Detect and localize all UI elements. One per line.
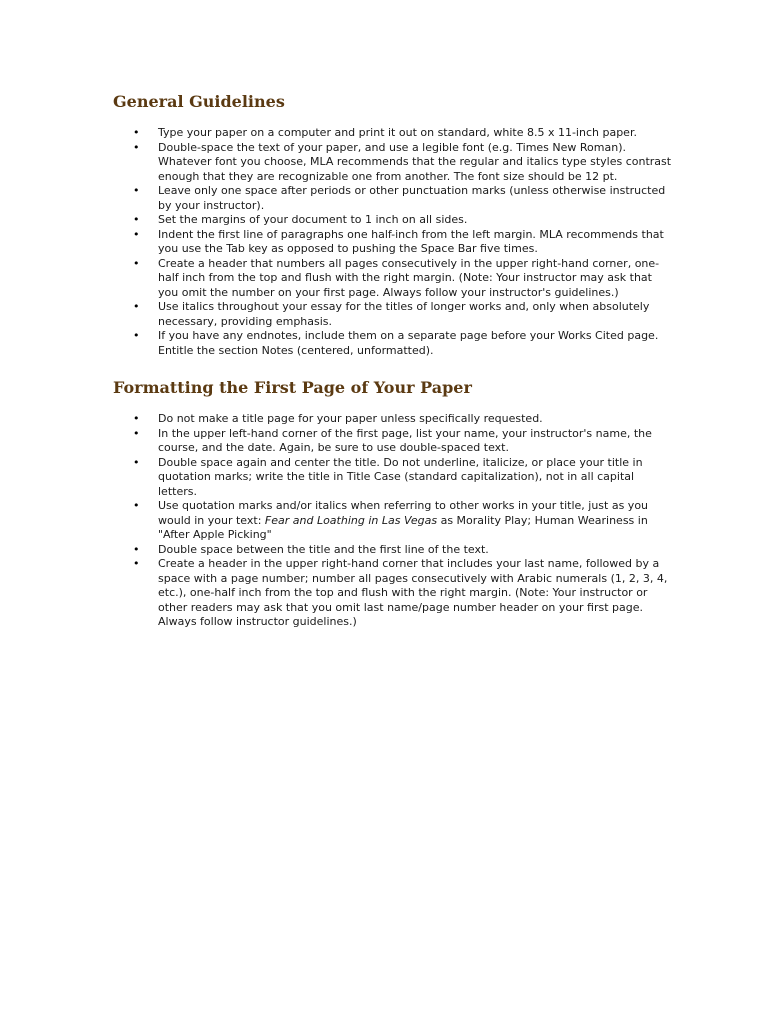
list-item: • Create a header that numbers all pages consecutively in the upper right-hand corner, one-half inch from the top and flush with the right margin. (Note: Your instructor may ask that you omit the number on your first page. Always follow your instructor's guidelines.) (113, 257, 673, 301)
list-item: • Leave only one space after periods or other punctuation marks (unless otherwise instructed by your instructor). (113, 184, 673, 213)
list-item: • In the upper left-hand corner of the first page, list your name, your instructor's name, the course, and the date. Again, be sure to use double-spaced text. (113, 427, 673, 456)
first-page-list (113, 412, 673, 630)
list-item-with-italic-title (113, 499, 673, 543)
italic-work-title: Fear and Loathing in Las Vegas (264, 513, 438, 527)
list-item: • Double space between the title and the first line of the text. (113, 543, 673, 558)
list-item: • If you have any endnotes, include them on a separate page before your Works Cited page. Entitle the section Notes (centered, unformatted). (113, 329, 673, 358)
list-item-text-after: as Morality Play; Human Weariness in "After Apple Picking" (158, 513, 648, 541)
list-item: • Type your paper on a computer and print it out on standard, white 8.5 x 11-inch paper. (113, 126, 673, 141)
section-heading-first-page: Formatting the First Page of Your Paper (113, 378, 472, 397)
document-content (113, 90, 673, 630)
list-item: • Use italics throughout your essay for the titles of longer works and, only when absolutely necessary, providing emphasis. (113, 300, 673, 329)
section-heading-general-guidelines: General Guidelines (113, 92, 285, 111)
list-item-text-before: Use quotation marks and/or italics when referring to other works in your title, just as you would in your text: (158, 499, 649, 527)
list-item: • Indent the first line of paragraphs one half-inch from the left margin. MLA recommends that you use the Tab key as opposed to pushing the Space Bar five times. (113, 228, 673, 257)
list-item: • Set the margins of your document to 1 inch on all sides. (113, 213, 673, 228)
list-item: • Double space again and center the title. Do not underline, italicize, or place your title in quotation marks; write the title in Title Case (standard capitalization), not in all capital letters. (113, 456, 673, 500)
list-item: • Double-space the text of your paper, and use a legible font (e.g. Times New Roman). Whatever font you choose, MLA recommends that the regular and italics type styles contrast enough that they are recognizable one from another. The font size should be 12 pt. (113, 141, 673, 185)
list-item: • Do not make a title page for your paper unless specifically requested. (113, 412, 673, 427)
list-item: • Create a header in the upper right-hand corner that includes your last name, followed by a space with a page number; number all pages consecutively with Arabic numerals (1, 2, 3, 4, etc.), one-half inch from the top and flush with the right margin. (Note: Your instructor or other readers may ask that you omit last name/page number header on your first page. Always follow instructor guidelines.) (113, 557, 673, 630)
general-guidelines-list (113, 126, 673, 358)
